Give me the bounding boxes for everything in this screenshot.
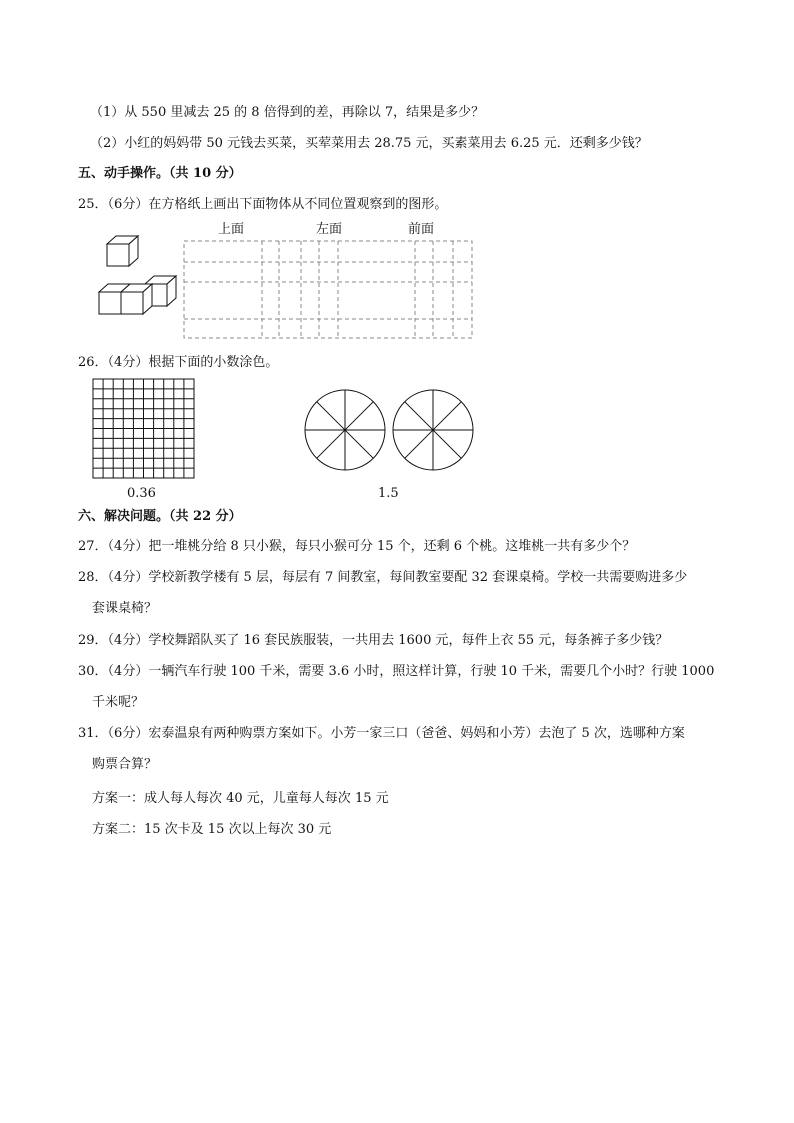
q31-line1: 31．（6分）宏泰温泉有两种购票方案如下。小芳一家三口（爸爸、妈妈和小芳）去泡了 5 次，选哪种方案: [78, 726, 685, 741]
section6-title: 六、解决问题。（共 22 分）: [78, 509, 242, 524]
view-label-left: 左面: [316, 222, 343, 237]
cube-stack-figure: [95, 232, 177, 318]
eighths-circles: [303, 388, 475, 472]
grid-paper: [183, 240, 474, 340]
q31-line2: 购票合算？: [92, 757, 158, 772]
q28-line2: 套课桌椅？: [92, 601, 158, 616]
hundred-grid: [92, 378, 196, 480]
section5-title: 五、动手操作。（共 10 分）: [78, 166, 242, 181]
q28-line1: 28．（4分）学校新教学楼有 5 层，每层有 7 间教室，每间教室要配 32 套课桌椅。学校一共需要购进多少: [78, 570, 688, 585]
q31-plan2: 方案二：15 次卡及 15 次以上每次 30 元: [92, 822, 332, 837]
view-label-top: 上面: [218, 222, 245, 237]
q27: 27．（4分）把一堆桃分给 8 只小猴，每只小猴可分 15 个，还剩 6 个桃。这堆桃一共有多少个？: [78, 539, 636, 554]
q24-sub2: （2）小红的妈妈带 50 元钱去买菜，买荤菜用去 28.75 元，买素菜用去 6.25 元．还剩多少钱？: [90, 136, 648, 151]
q31-plan1: 方案一：成人每人每次 40 元，儿童每人每次 15 元: [92, 791, 389, 806]
q29: 29．（4分）学校舞蹈队买了 16 套民族服装，一共用去 1600 元，每件上衣 55 元，每条裤子多少钱？: [78, 633, 669, 648]
view-label-front: 前面: [408, 222, 435, 237]
q24-sub1: （1）从 550 里减去 25 的 8 倍得到的差，再除以 7，结果是多少？: [90, 105, 485, 120]
circles-label: 1.5: [378, 486, 399, 501]
hundred-grid-label: 0.36: [127, 486, 156, 501]
q25-text: 25．（6分）在方格纸上画出下面物体从不同位置观察到的图形。: [78, 197, 448, 212]
q26-text: 26．（4分）根据下面的小数涂色。: [78, 355, 279, 370]
q30-line2: 千米呢？: [92, 695, 145, 710]
q30-line1: 30．（4分）一辆汽车行驶 100 千米，需要 3.6 小时，照这样计算，行驶 10 千米，需要几个小时？行驶 1000: [78, 664, 715, 679]
